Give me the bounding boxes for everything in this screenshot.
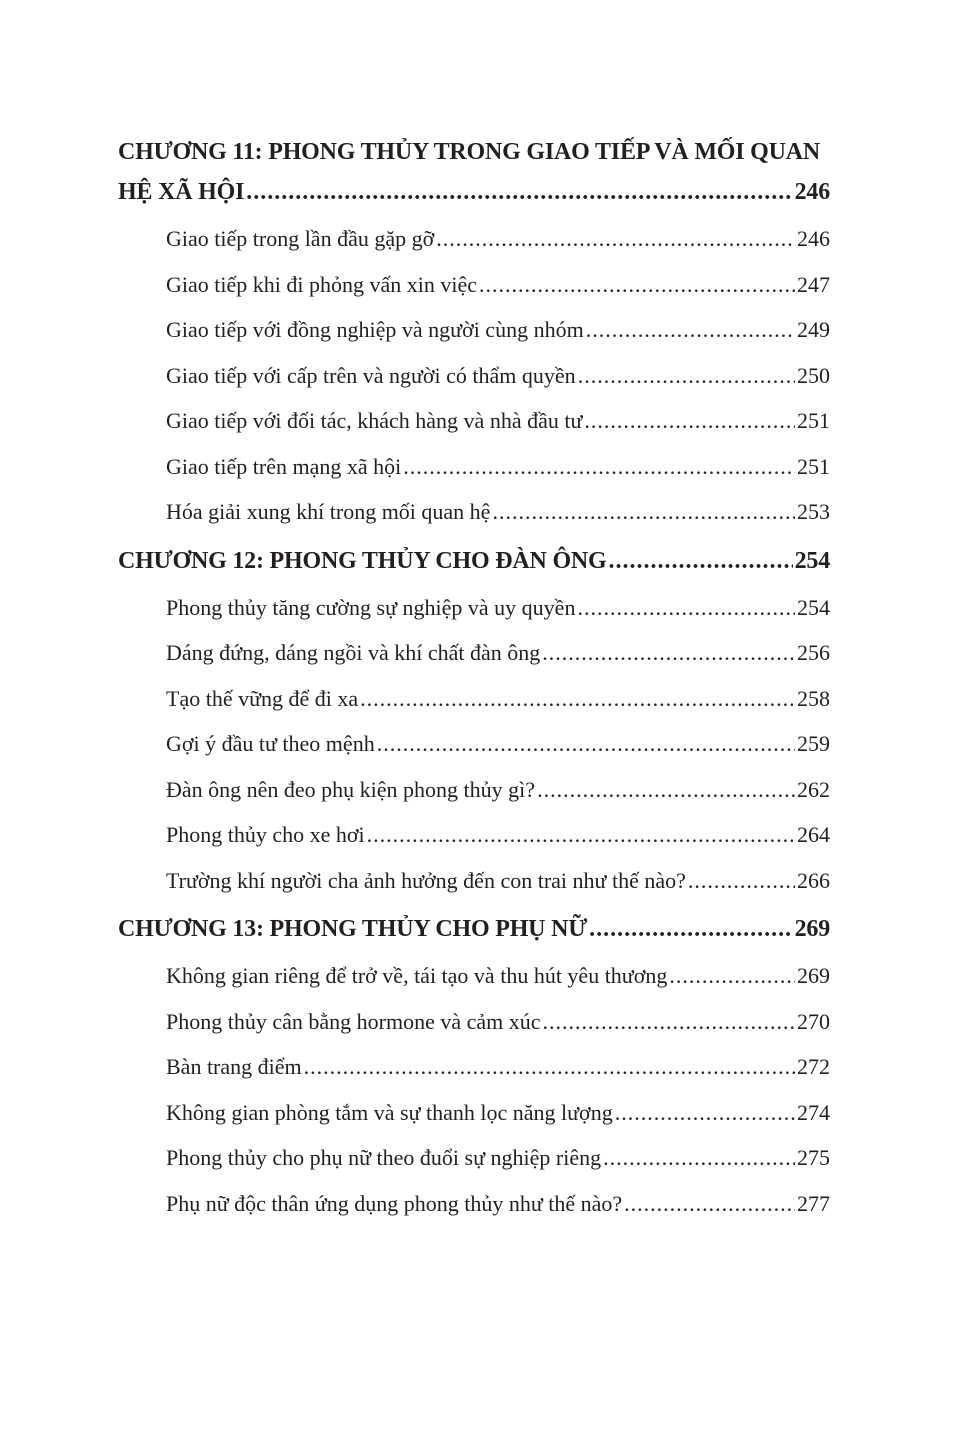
entry-page-number: 249 [797, 317, 830, 342]
entry-title: Hóa giải xung khí trong mối quan hệ [166, 499, 491, 524]
toc-entry [166, 1181, 830, 1227]
chapter-title: CHƯƠNG 13: PHONG THỦY CHO PHỤ NỮ [118, 916, 588, 942]
dot-leader [542, 630, 795, 676]
entry-page-number: 275 [797, 1145, 830, 1170]
entry-title: Đàn ông nên đeo phụ kiện phong thủy gì? [166, 776, 536, 802]
dot-leader [578, 353, 795, 399]
toc-entry [166, 585, 830, 631]
entry-page-number: 247 [797, 271, 830, 297]
chapter-13-heading [118, 909, 830, 949]
toc-entry [166, 489, 830, 535]
toc-entry [166, 812, 830, 858]
dot-leader [615, 1090, 795, 1136]
chapter-11-heading [118, 132, 830, 212]
chapter-entry [118, 909, 830, 949]
entry-title: Phụ nữ độc thân ứng dụng phong thủy như thế nào? [166, 1190, 623, 1216]
dot-leader [403, 444, 795, 490]
entry-title: Giao tiếp với cấp trên và người có thẩm quyền [166, 362, 576, 388]
entry-title: Giao tiếp với đồng nghiệp và người cùng nhóm [166, 317, 584, 342]
chapter-page-number: 269 [794, 916, 830, 942]
toc-entry [166, 630, 830, 676]
entry-title: Giao tiếp khi đi phỏng vấn xin việc [166, 271, 477, 297]
toc-entry [166, 1090, 830, 1136]
entry-title: Dáng đứng, dáng ngồi và khí chất đàn ông [166, 640, 541, 665]
entry-page-number: 253 [797, 499, 830, 524]
entry-title: Giao tiếp trong lần đầu gặp gỡ [166, 226, 435, 251]
entry-title: Phong thủy cho xe hơi [166, 822, 365, 847]
entry-page-number: 254 [797, 594, 830, 620]
toc-entry [166, 444, 830, 490]
dot-leader [669, 953, 795, 999]
dot-leader [436, 216, 795, 262]
dot-leader [624, 1181, 795, 1227]
entry-page-number: 269 [797, 963, 830, 988]
chapter-title-line1: CHƯƠNG 11: PHONG THỦY TRONG GIAO TIẾP VÀ MỐI QUAN [118, 139, 821, 165]
dot-leader [304, 1044, 795, 1090]
toc-entry [166, 721, 830, 767]
entry-title: Trường khí người cha ảnh hưởng đến con trai như thế nào? [166, 867, 686, 893]
dot-leader [543, 999, 795, 1045]
toc-entry [166, 676, 830, 722]
toc-entry [166, 216, 830, 262]
entry-title: Không gian riêng để trở về, tái tạo và thu hút yêu thương [166, 963, 668, 988]
dot-leader [688, 858, 795, 904]
dot-leader [609, 541, 793, 581]
section-list [118, 585, 830, 904]
entry-title: Phong thủy cân bằng hormone và cảm xúc [166, 1008, 541, 1034]
entry-title: Gợi ý đầu tư theo mệnh [166, 731, 375, 756]
dot-leader [584, 398, 795, 444]
entry-page-number: 274 [797, 1099, 830, 1125]
entry-title: Bàn trang điểm [166, 1054, 302, 1079]
toc-entry [166, 262, 830, 308]
chapter-title-line2-entry [118, 172, 830, 212]
toc-entry [166, 999, 830, 1045]
chapter-title-line2: HỆ XÃ HỘI [118, 179, 245, 205]
dot-leader [537, 767, 795, 813]
dot-leader [577, 585, 795, 631]
dot-leader [246, 172, 792, 212]
entry-page-number: 258 [797, 685, 830, 711]
entry-page-number: 251 [797, 408, 830, 433]
toc-entry [166, 1044, 830, 1090]
dot-leader [479, 262, 795, 308]
dot-leader [377, 721, 795, 767]
section-list [118, 216, 830, 535]
entry-title: Không gian phòng tắm và sự thanh lọc năng lượng [166, 1099, 613, 1125]
entry-page-number: 259 [797, 731, 830, 756]
entry-page-number: 272 [797, 1054, 830, 1079]
dot-leader [589, 909, 792, 949]
dot-leader [492, 489, 795, 535]
chapter-entry [118, 541, 830, 581]
table-of-contents [118, 132, 830, 1226]
chapter-page-number: 246 [794, 179, 830, 205]
entry-page-number: 266 [797, 867, 830, 893]
toc-entry [166, 398, 830, 444]
toc-entry [166, 767, 830, 813]
dot-leader [367, 812, 795, 858]
section-list [118, 953, 830, 1226]
toc-entry [166, 953, 830, 999]
entry-title: Phong thủy tăng cường sự nghiệp và uy quyền [166, 594, 576, 620]
entry-page-number: 256 [797, 640, 830, 665]
entry-title: Giao tiếp trên mạng xã hội [166, 453, 402, 479]
entry-title: Giao tiếp với đối tác, khách hàng và nhà đầu tư [166, 408, 583, 433]
toc-entry [166, 858, 830, 904]
chapter-title: CHƯƠNG 12: PHONG THỦY CHO ĐÀN ÔNG [118, 547, 607, 574]
chapter-12-heading [118, 541, 830, 581]
entry-title: Phong thủy cho phụ nữ theo đuổi sự nghiệp riêng [166, 1145, 602, 1170]
dot-leader [360, 676, 795, 722]
dot-leader [586, 307, 795, 353]
entry-title: Tạo thế vững để đi xa [166, 685, 359, 711]
entry-page-number: 264 [797, 822, 830, 847]
entry-page-number: 251 [797, 453, 830, 479]
toc-entry [166, 1135, 830, 1181]
entry-page-number: 277 [797, 1190, 830, 1216]
entry-page-number: 270 [797, 1008, 830, 1034]
toc-entry [166, 307, 830, 353]
entry-page-number: 246 [797, 226, 830, 251]
entry-page-number: 262 [797, 776, 830, 802]
dot-leader [603, 1135, 795, 1181]
entry-page-number: 250 [797, 362, 830, 388]
toc-entry [166, 353, 830, 399]
chapter-page-number: 254 [794, 547, 830, 574]
